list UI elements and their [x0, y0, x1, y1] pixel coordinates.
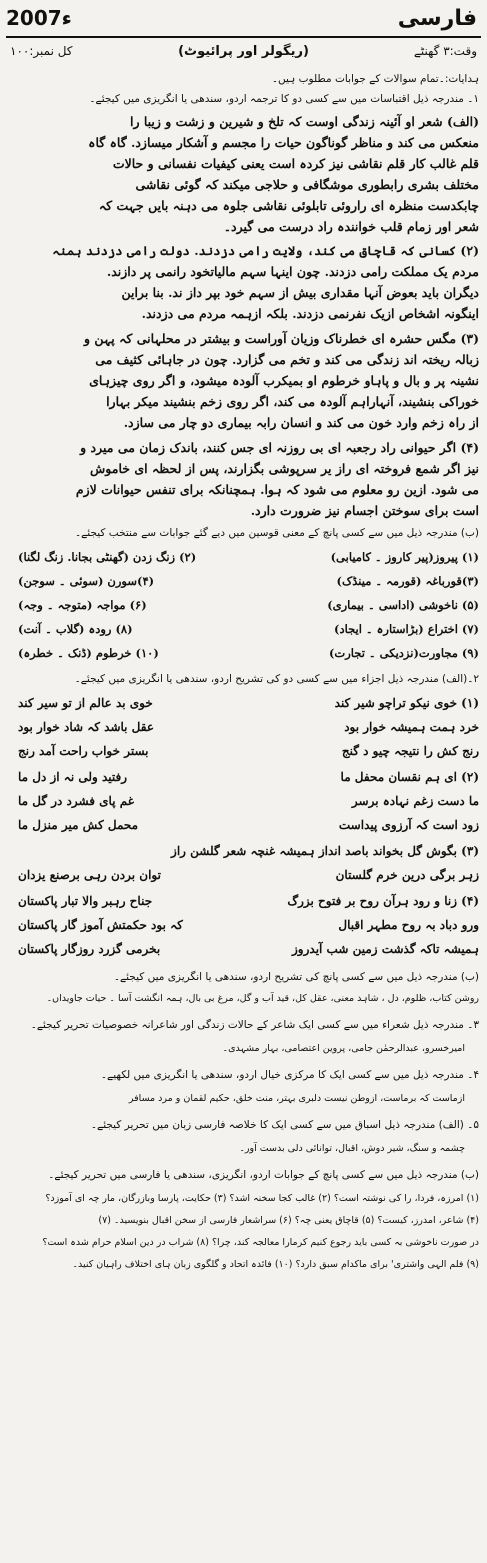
q5b-line: (۱) امرزہ، فردا، را کی نوشتہ است؟ (۲) غالب کجا سخنہ اشد؟ (۳) حکایت، پارسا وبازرگان، مار چہ ای آموزد؟: [45, 1193, 479, 1204]
poem-verse: جناح رہبر والا تبار پاکستان: [18, 894, 153, 908]
q2-heading: ۲۔(الف) مندرجہ ذیل اجزاء میں سے کسی دو کی تشریح اردو، سندھی یا انگریزی میں کیجئے۔: [74, 673, 479, 685]
vocab-item: (۸) رودہ (گلاب ۔ آنت): [18, 622, 133, 636]
passage-line: (۴) اگر حیوانی راد رجعبہ ای بی روزنہ ای جس کنند، باندک زمان می میرد و: [80, 440, 479, 455]
poem-verse: (۱) خوی نیکو تراچو شیر کند: [334, 696, 479, 710]
poem-verse: کہ بود حکمتش آموز گار پاکستان: [18, 918, 183, 932]
exam-type: (ریگولر اور پرائیوٹ): [178, 44, 309, 59]
vocab-row: [8, 646, 479, 666]
poem-verse: (۲) ای ہم نقسان محفل ما: [340, 770, 479, 784]
time-label: وقت:۳ گھنٹے: [413, 44, 477, 58]
passage-line: شعر اور زمام قلب خوانندہ راد درست می گیرد۔: [223, 219, 479, 234]
q5a-heading: ۵۔ (الف) مندرجہ ذیل اسباق میں سے کسی ایک کا خلاصہ فارسی زبان میں تحریر کیجئے۔: [90, 1119, 479, 1131]
poem-verse: ورو دباد بہ روح مطہر اقبال: [338, 918, 479, 932]
poem-verse: بخرمی گزرد روزگار پاکستان: [18, 942, 161, 956]
poem-row: [8, 818, 479, 836]
q3-heading: ۳۔ مندرجہ ذیل شعراء میں سے کسی ایک شاعر کے حالات زندگی اور شاعرانہ خصوصیات تحریر کیجئے۔: [30, 1019, 479, 1031]
poem-verse: خوی بد عالم از تو سیر کند: [18, 696, 153, 710]
passage-line: قلم غالب کار قلم نقاشی نیز کردہ است یعنی کیفیات نفسانی و حالات: [112, 156, 479, 171]
passage-line: است برای سوختن اجسام نیز ضرورت دارد.: [250, 503, 479, 518]
q2b-heading: (ب) مندرجہ ذیل میں سے کسی پانچ کی تشریح اردو، سندھی یا انگریزی میں کیجئے۔: [113, 971, 479, 983]
q4-heading: ۴۔ مندرجہ ذیل میں سے کسی ایک کا مرکزی خیال اردو، سندھی یا انگریزی میں لکھیے۔: [100, 1069, 479, 1081]
vocab-row: [8, 550, 479, 570]
poem-verse: رنج کش را نتیجہ چیو د گنج: [341, 744, 479, 758]
passage-line: از راہ زخم وارد خون می کند و انسان رابہ بیماری دو چار می سازد.: [123, 415, 479, 430]
passage-line: می شود. ازین رو معلوم می شود کہ ہوا. ہمچنانکہ برای تنفس حیوانات لازم: [75, 482, 479, 497]
vocab-item: (۶) مواجہ (متوجہ ۔ وجہ): [18, 598, 147, 612]
poem-row: [8, 844, 479, 862]
q5b-line: (۴) شاعر، امدرز، کیست؟ (۵) قاچاق یعنی چہ؟ (۶) سراشعار فارسی از سخن اقبال بنویسید۔ (۷): [98, 1215, 479, 1226]
paper-title: فارسی: [397, 6, 477, 31]
vocab-row: [8, 574, 479, 594]
paper-year: 2007ء: [6, 6, 72, 30]
q1-heading: ۱۔ مندرجہ ذیل اقتباسات میں سے کسی دو کا ترجمہ اردو، سندھی یا انگریزی میں کیجئے۔: [89, 93, 479, 105]
passage-line: دیگران باید بعوض آنہا مقداری بیش از سہم خود بپر داز ند. بنا براین: [121, 285, 479, 300]
poem-verse: (۳) بگوش گل بخواند باصد انداز ہمیشہ غنچہ شعر گلشن راز: [171, 844, 479, 858]
q5b-line: (۹) فلم الہی واشتری' برای ماکدام سبق دارد؟ (۱۰) فائدہ اتحاد و گلگوی زبان ہای اختلاف راہیان کنید۔: [72, 1259, 479, 1270]
poem-row: [8, 770, 479, 788]
passage-line: زبالہ ریختہ اند زندگی می کند و تخم می گزارد. چون در جاہائی کثیف می: [95, 352, 479, 367]
poem-row: [8, 744, 479, 762]
q5b-line: در صورت ناخوشی بہ کسی باید رجوع کنیم کرمارا معالجہ کند، چرا؟ (۸) شراب در دین اسلام حرام شدہ است؟: [42, 1237, 479, 1248]
poem-verse: ما دست زغم نہادہ برسر: [351, 794, 479, 808]
q5a-options: چشمہ و سنگ، شیر دوش، اقبال، توانائی دلی بدست آور۔: [239, 1143, 465, 1154]
vocab-item: (۹) مجاورت(نزدیکی ۔ تجارت): [328, 646, 479, 660]
passage-line: (الف) شعر او آئینہ زندگی اوست کہ تلخ و شیرین و زشت و زیبا را: [129, 114, 479, 129]
vocab-heading: (ب) مندرجہ ذیل میں سے کسی پانچ کے معنی قوسین میں دیے گئے جوابات سے منتخب کیجئے۔: [75, 527, 479, 539]
poem-verse: (۴) زنا و رود ہرآن روح بر فتوح بزرگ: [287, 894, 479, 908]
passage-line: چابکدست منظرہ ای راروئی تابلوئی نقاشی جلوہ می دہنہ بایں جہت کہ: [98, 198, 479, 213]
passage-line: اینگونہ اشخاص ازیک نفرنمی دزدند. بلکہ ازہمہ مردم می دزدند.: [141, 306, 479, 321]
poem-row: [8, 868, 479, 886]
passage-line: مردم یک مملکت رامی دزدند. چون اینہا سہم مالیاتخود رانمی پر دازند.: [106, 264, 479, 279]
poem-verse: خرد ہمت ہمیشہ خوار بود: [344, 720, 479, 734]
vocab-row: [8, 622, 479, 642]
poem-row: [8, 696, 479, 714]
passage-line: نشینہ پر و بال و پاہاو خرطوم او بمیکرب آلودہ میشود، و اگر روی چیزہای: [89, 373, 479, 388]
vocab-item: (۳)قورباغہ (قورمہ ۔ مینڈک): [336, 574, 479, 588]
poem-verse: زود است کہ آرزوی پیداست: [338, 818, 479, 832]
poem-verse: زہر برگی درین خرم گلستان: [335, 868, 479, 882]
poem-row: [8, 918, 479, 936]
instructions: ہدایات:۔تمام سوالات کے جوابات مطلوب ہیں۔: [271, 73, 479, 85]
q2b-words: روشن کتاب، ظلوم، دل ، شاہد معنی، عقل کل، قید آب و گل، مرغ بی بال، ہمہ انگشت آسا ۔ حیات جاویداں۔: [46, 993, 479, 1004]
poem-row: [8, 942, 479, 960]
header-rule: [6, 36, 481, 38]
poem-verse: بستر خواب راحت آمد رنج: [18, 744, 149, 758]
total-marks: کل نمبر:۱۰۰: [10, 44, 73, 58]
q5b-heading: (ب) مندرجہ ذیل میں سے کسی پانچ کے جوابات اردو، انگریزی، سندھی یا فارسی میں تحریر کیجئے۔: [48, 1169, 479, 1181]
poem-verse: ہمیشہ تاکہ گذشت زمین شب آیدروز: [292, 942, 479, 956]
vocab-item: (۱۰) خرطوم (ڈنک ۔ خطرہ): [18, 646, 159, 660]
vocab-item: (۲) زنگ زدن (گھنٹی بجانا. زنگ لگنا): [18, 550, 197, 564]
poem-verse: عقل باشد کہ شاد خوار بود: [18, 720, 154, 734]
meta-row: [8, 44, 479, 62]
passage-line: منعکس می کند و مناظر گوناگون حیات را مجسم و آشکار میسازد. گاہ گاہ: [88, 135, 479, 150]
vocab-item: (۱) پیروز(پیر کاروز ۔ کامیابی): [330, 550, 479, 564]
poem-verse: رفتید ولی نہ از دل ما: [18, 770, 128, 784]
poem-verse: توان بردن رہی برصنع یزدان: [18, 868, 161, 882]
poem-row: [8, 894, 479, 912]
passage-line: (۲) کسانی کہ قاچاق می کند، ولایت رامی دزدند. دولت رامی دزدند ہمنہ: [52, 243, 479, 258]
vocab-row: [8, 598, 479, 618]
q3-options: امیرخسرو، عبدالرحمٰن جامی، پروین اعتصامی، بہار مشہدی۔: [222, 1043, 465, 1054]
poem-verse: غم پای فشرد در گل ما: [18, 794, 134, 808]
passage-line: مختلف بشری رابطوری موشگافی و حلاجی میکند کہ گوئی نقاشی: [135, 177, 479, 192]
vocab-item: (۴)سورن (سوئی ۔ سوجن): [18, 574, 155, 588]
vocab-item: (۷) اختراع (بڑاستارہ ۔ ایجاد): [334, 622, 479, 636]
q4-options: ازماست کہ برماست، ازوطن نیست دلبری بہتر، منت خلق، حکیم لقمان و مرد مسافر: [128, 1093, 465, 1104]
passage-line: نیز اگر شمع فروختہ ای راز یر سرپوشی بگزارند، پس از لحظہ ای خاموش: [90, 461, 479, 476]
passage-line: (۳) مگس حشرہ ای خطرناک وزیان آوراست و بیشتر در محلہانی کہ پہن و: [84, 331, 479, 346]
passage-line: خوراکی بنشیند، آنہاراہم آلودہ می کند، اگر روی زخم بنشیند میکر بہارا: [106, 394, 479, 409]
poem-row: [8, 720, 479, 738]
vocab-item: (۵) ناخوشی (اداسی ۔ بیماری): [327, 598, 479, 612]
poem-row: [8, 794, 479, 812]
poem-verse: محمل کش میر منزل ما: [18, 818, 139, 832]
